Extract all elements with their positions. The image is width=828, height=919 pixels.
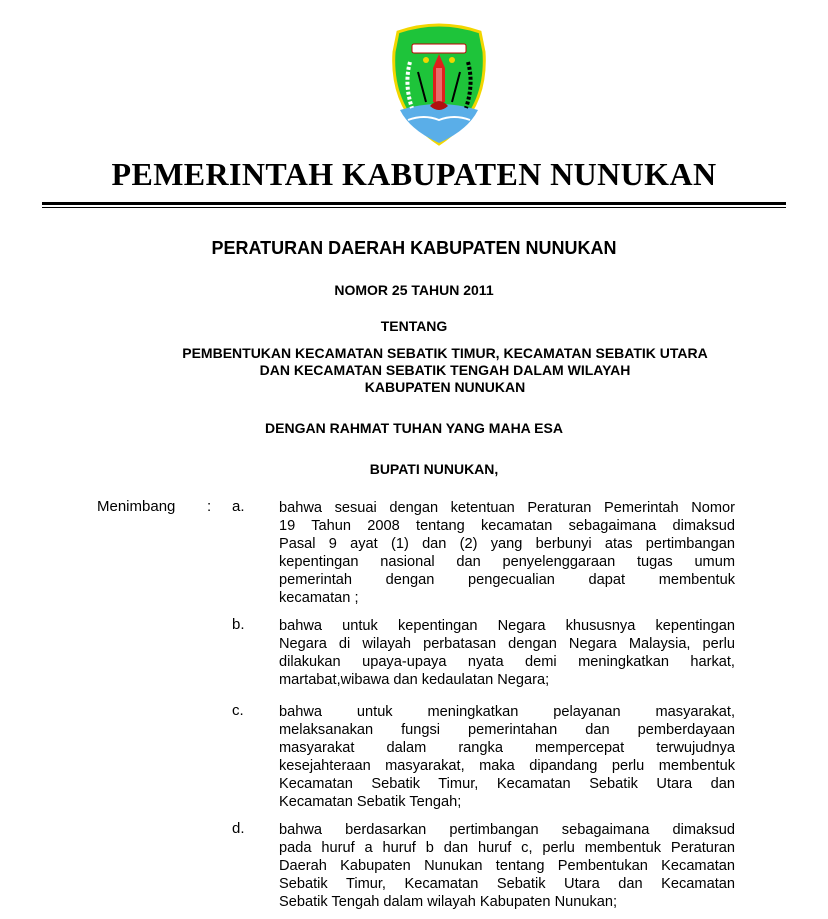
regulation-title: PERATURAN DAERAH KABUPATEN NUNUKAN — [211, 238, 617, 258]
item-line: Negara di wilayah perbatasan dengan Negara Malaysia, perlu — [279, 636, 735, 652]
item-line: 19 Tahun 2008 tentang kecamatan sebagaimana dimaksud — [279, 518, 735, 534]
regulation-subject — [60, 345, 828, 396]
item-line: pada huruf a huruf b dan huruf c, perlu membentuk Peraturan — [279, 840, 735, 856]
item-line: Kecamatan Sebatik Timur, Kecamatan Sebatik Utara dan — [279, 776, 735, 792]
item-line: masyarakat dalam rangka mempercepat terwujudnya — [279, 740, 735, 756]
item-line: kesejahteraan masyarakat, maka dipandang perlu membentuk — [279, 758, 735, 774]
item-line: melaksanakan fungsi pemerintahan dan pemberdayaan — [279, 722, 735, 738]
item-line: bahwa berdasarkan pertimbangan sebagaimana dimaksud — [279, 822, 735, 838]
item-line: Sebatik Tengah dalam wilayah Kabupaten Nunukan; — [279, 894, 618, 910]
item-letter-c: c. — [232, 702, 244, 719]
item-line: Pasal 9 ayat (1) dan (2) yang berbunyi atas pertimbangan — [279, 536, 735, 552]
considering-item-d — [279, 821, 735, 911]
item-line: Daerah Kabupaten Nunukan tentang Pembentukan Kecamatan — [279, 858, 735, 874]
considering-colon: : — [207, 498, 212, 515]
blessing-line: DENGAN RAHMAT TUHAN YANG MAHA ESA — [265, 420, 563, 436]
subject-line: KABUPATEN NUNUKAN — [364, 379, 526, 395]
item-line: kecamatan ; — [279, 590, 359, 606]
item-line: bahwa untuk kepentingan Negara khususnya kepentingan — [279, 618, 735, 634]
item-line: pemerintah dengan pengecualian dapat membentuk — [279, 572, 735, 588]
authority-line: BUPATI NUNUKAN, — [369, 461, 499, 477]
item-line: bahwa sesuai dengan ketentuan Peraturan Pemerintah Nomor — [279, 500, 735, 516]
item-letter-b: b. — [232, 616, 245, 633]
item-line: dilakukan upaya-upaya nyata demi meningkatkan harkat, — [279, 654, 735, 670]
subject-line: DAN KECAMATAN SEBATIK TENGAH DALAM WILAYAH — [259, 362, 631, 378]
item-line: Kecamatan Sebatik Tengah; — [279, 794, 462, 810]
item-line: martabat,wibawa dan kedaulatan Negara; — [279, 672, 550, 688]
subject-line: PEMBENTUKAN KECAMATAN SEBATIK TIMUR, KECAMATAN SEBATIK UTARA — [182, 345, 708, 361]
nunukan-regency-emblem-icon — [390, 22, 488, 146]
header-divider-thick — [42, 202, 786, 205]
item-line: bahwa untuk meningkatkan pelayanan masyarakat, — [279, 704, 735, 720]
about-label: TENTANG — [380, 318, 448, 334]
header-divider-thin — [42, 207, 786, 208]
government-title: PEMERINTAH KABUPATEN NUNUKAN — [111, 156, 717, 192]
considering-item-a — [279, 499, 735, 607]
regulation-number: NOMOR 25 TAHUN 2011 — [334, 282, 494, 298]
considering-item-b — [279, 617, 735, 689]
item-line: kepentingan nasional dan penyelenggaraan tugas umum — [279, 554, 735, 570]
considering-label: Menimbang — [97, 498, 176, 515]
considering-item-c — [279, 703, 735, 811]
item-letter-d: d. — [232, 820, 245, 837]
item-letter-a: a. — [232, 498, 245, 515]
item-line: Sebatik Timur, Kecamatan Sebatik Utara dan Kecamatan — [279, 876, 735, 892]
